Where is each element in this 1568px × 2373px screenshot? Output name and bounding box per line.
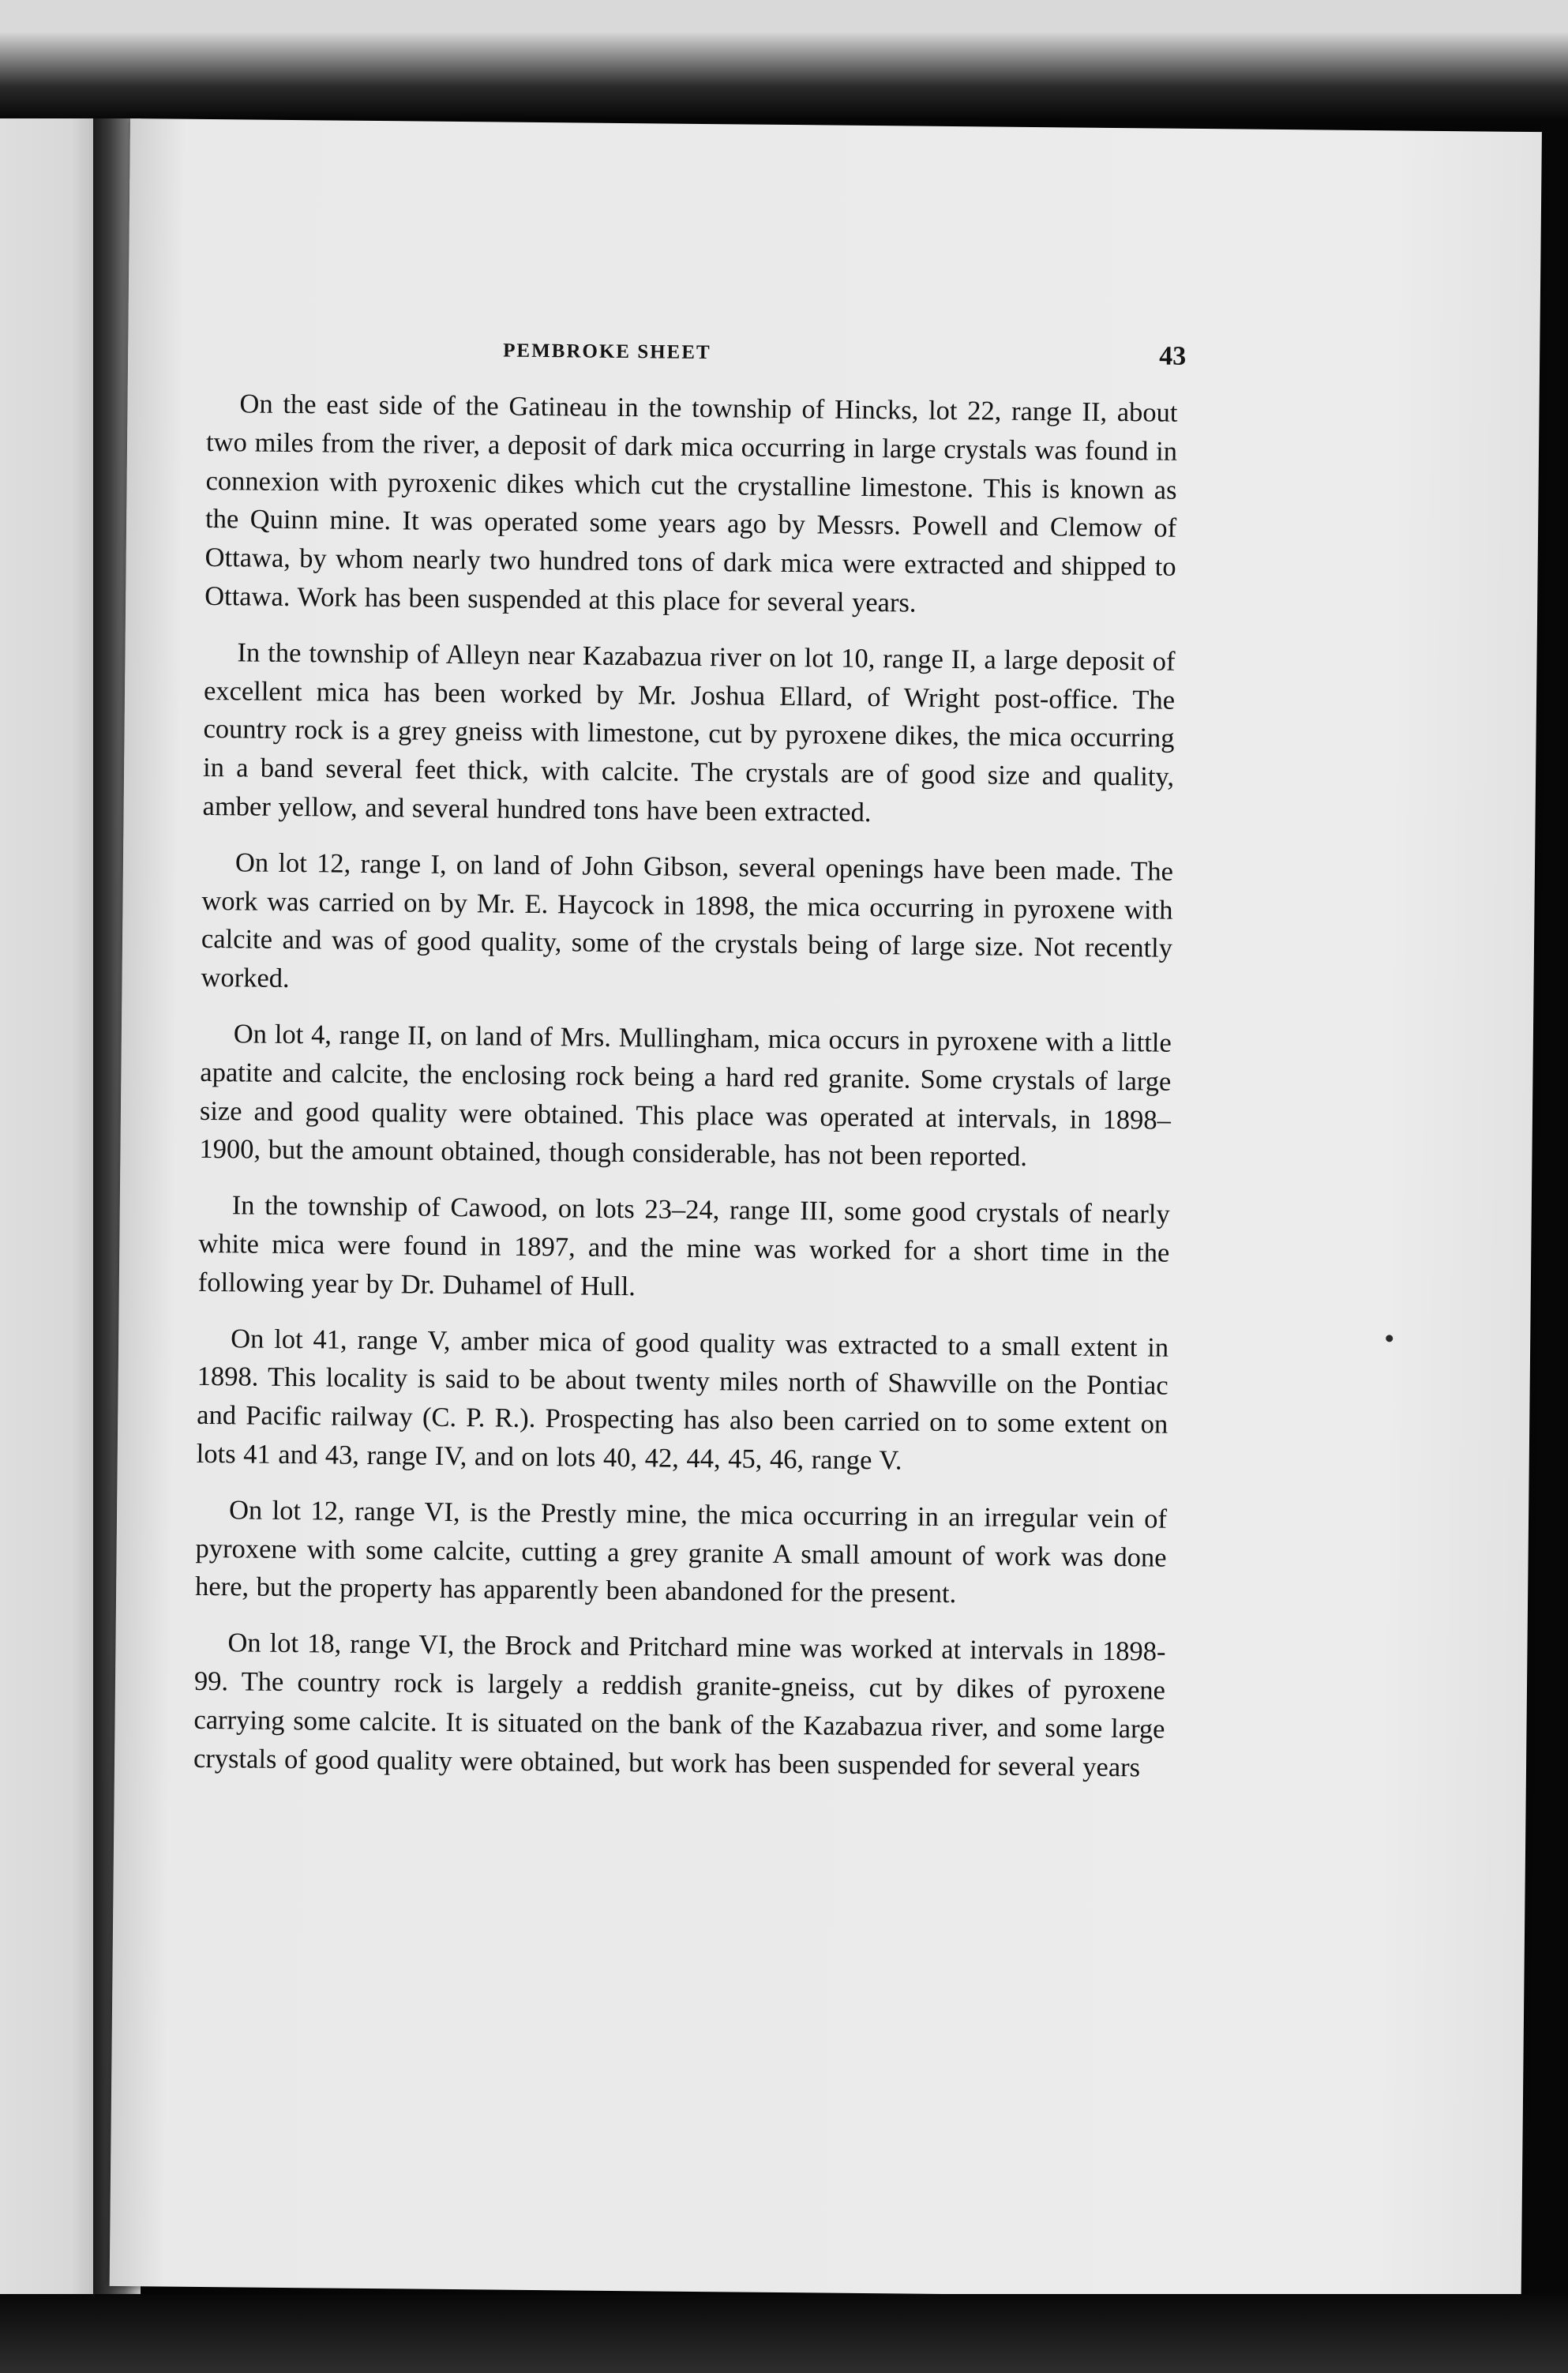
paragraph-prestly-mine: On lot 12, range VI, is the Prestly mine, the mica occurring in an irregular vein of pyroxene with some calcite, cutting a grey granite A small amount of work was done here, but the property has apparently been abandoned for the present. [194, 1495, 1168, 1609]
paragraph-brock-pritchard-mine: On lot 18, range VI, the Brock and Pritchard mine was worked at intervals in 1898-99. The country rock is largely a reddish granite-gneiss, cut by dikes of pyroxene carrying some calcite. It is situated on the bank of the Kazabazua river, and some large crystals of good quality were obtained, but work has been suspended for several years [193, 1628, 1166, 1782]
facing-page-edge [0, 118, 103, 2298]
book-page [110, 118, 1542, 2300]
paragraph-alleyn-township: In the township of Alleyn near Kazabazua river on lot 10, range II, a large deposit of excellent mica has been worked by Mr. Joshua Ellard, of Wright post-office. The country rock is a grey gneiss with limestone, cut by pyroxene dikes, the mica occurring in a band several feet thick, with calcite. The crystals are of good size and quality, amber yellow, and several hundred tons have been extracted. [202, 637, 1176, 828]
paragraph-cawood-township: In the township of Cawood, on lots 23–24, range III, some good crystals of nearly white mica were found in 1897, and the mine was worked for a short time in the following year by Dr. Duhamel of Hull. [197, 1190, 1170, 1301]
paragraph-gibson-lot: On lot 12, range I, on land of John Gibson, several openings have been made. The work was carried on by Mr. E. Haycock in 1898, the mica occurring in pyroxene with calcite and was of good quality, some of the crystals being of large size. Not recently worked. [201, 847, 1174, 994]
scanner-bed-top [0, 0, 1568, 118]
scanner-bed-bottom [0, 2294, 1568, 2373]
running-head: PEMBROKE SHEET [503, 340, 711, 364]
paragraph-quinn-mine: On the east side of the Gatineau in the township of Hincks, lot 22, range II, about two miles from the river, a deposit of dark mica occurring in large crystals was found in connexion with pyroxenic dikes which cut the crystalline limestone. This is known as the Quinn mine. It was operated some years ago by Messrs. Powell and Clemow of Ottawa, by whom nearly two hundred tons of dark mica were extracted and shipped to Ottawa. Work has been suspended at this place for several years. [204, 389, 1178, 618]
page-header [207, 332, 1187, 389]
page-number: 43 [1158, 341, 1187, 371]
ink-speck [1386, 1335, 1393, 1342]
page-text-block [193, 332, 1187, 1804]
paragraph-lot-41: On lot 41, range V, amber mica of good quality was extracted to a small extent in 1898. This locality is said to be about twenty miles north of Shawville on the Pontiac and Pacific railway (C. P. R.). Prospecting has also been carried on to some extent on lots 41 and 43, range IV, and on lots 40, 42, 44, 45, 46, range V. [196, 1323, 1169, 1476]
paragraph-mullingham-lot: On lot 4, range II, on land of Mrs. Mullingham, mica occurs in pyroxene with a little apatite and calcite, the enclosing rock being a hard red granite. Some crystals of large size and good quality were obtained. This place was operated at intervals, in 1898–1900, but the amount obtained, though considerable, has not been reported. [199, 1019, 1172, 1173]
